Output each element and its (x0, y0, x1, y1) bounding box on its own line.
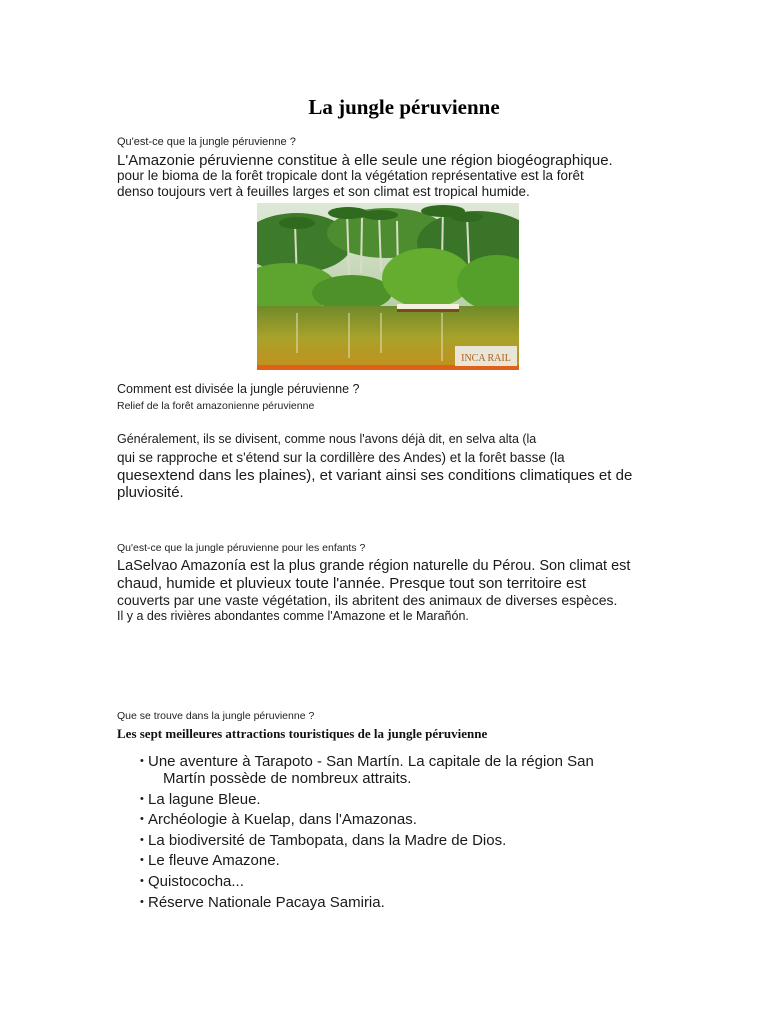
paragraph-line: pour le bioma de la forêt tropicale dont la végétation représentative est la forêt (117, 168, 584, 183)
paragraph-line: qui se rapproche et s'étend sur la cordillère des Andes) et la forêt basse (la (117, 450, 565, 465)
question-how-divided: Comment est divisée la jungle péruvienne ? (117, 382, 360, 396)
list-item-text: Le fleuve Amazone. (148, 852, 280, 870)
paragraph-line: Il y a des rivières abondantes comme l'Amazone et le Marañón. (117, 609, 469, 623)
list-item (140, 852, 594, 869)
bullet: • (140, 755, 144, 767)
page-title: La jungle péruvienne (308, 95, 500, 119)
question-what-is: Qu'est-ce que la jungle péruvienne ? (117, 136, 296, 148)
paragraph-line: chaud, humide et pluvieux toute l'année. Presque tout son territoire est (117, 575, 586, 592)
paragraph-line: quesextend dans les plaines), et variant ainsi ses conditions climatiques et de (117, 467, 633, 484)
list-item-text: La lagune Bleue. (148, 790, 261, 808)
list-item-text: Réserve Nationale Pacaya Samiria. (148, 893, 385, 911)
section-subtitle: Relief de la forêt amazonienne péruvienne (117, 400, 315, 412)
list-item (140, 791, 594, 808)
question-what-is-there: Que se trouve dans la jungle péruvienne ? (117, 710, 315, 722)
list-item-text: Une aventure à Tarapoto - San Martín. La capitale de la région San (148, 753, 594, 770)
list-item (140, 753, 594, 787)
paragraph-line: L'Amazonie péruvienne constitue à elle seule une région biogéographique. (117, 152, 613, 169)
list-item-text: Archéologie à Kuelap, dans l'Amazonas. (148, 811, 417, 829)
attractions-heading: Les sept meilleures attractions touristiques de la jungle péruvienne (117, 726, 488, 741)
paragraph-line: pluviosité. (117, 484, 184, 501)
jungle-river-photo (257, 203, 519, 370)
question-for-children: Qu'est-ce que la jungle péruvienne pour les enfants ? (117, 542, 366, 554)
list-item-text: La biodiversité de Tambopata, dans la Madre de Dios. (148, 831, 507, 849)
inca-rail-logo: INCA RAIL (461, 353, 511, 364)
attractions-list (140, 753, 594, 914)
bullet: • (140, 833, 144, 846)
paragraph-line: denso toujours vert à feuilles larges et son climat est tropical humide. (117, 184, 530, 199)
list-item (140, 832, 594, 849)
list-item-text: Quistococha... (148, 872, 244, 890)
bullet: • (140, 895, 144, 908)
paragraph-line: Généralement, ils se divisent, comme nous l'avons déjà dit, en selva alta (la (117, 432, 537, 446)
list-item (140, 811, 594, 828)
bullet: • (140, 854, 144, 867)
bullet: • (140, 874, 144, 887)
list-item (140, 873, 594, 890)
list-item-text: Martín possède de nombreux attraits. (163, 770, 412, 787)
list-item (140, 894, 594, 911)
paragraph-line: couverts par une vaste végétation, ils abritent des animaux de diverses espèces. (117, 592, 618, 608)
bullet: • (140, 813, 144, 826)
bullet: • (140, 792, 144, 805)
paragraph-line: LaSelvao Amazonía est la plus grande région naturelle du Pérou. Son climat est (117, 558, 631, 574)
